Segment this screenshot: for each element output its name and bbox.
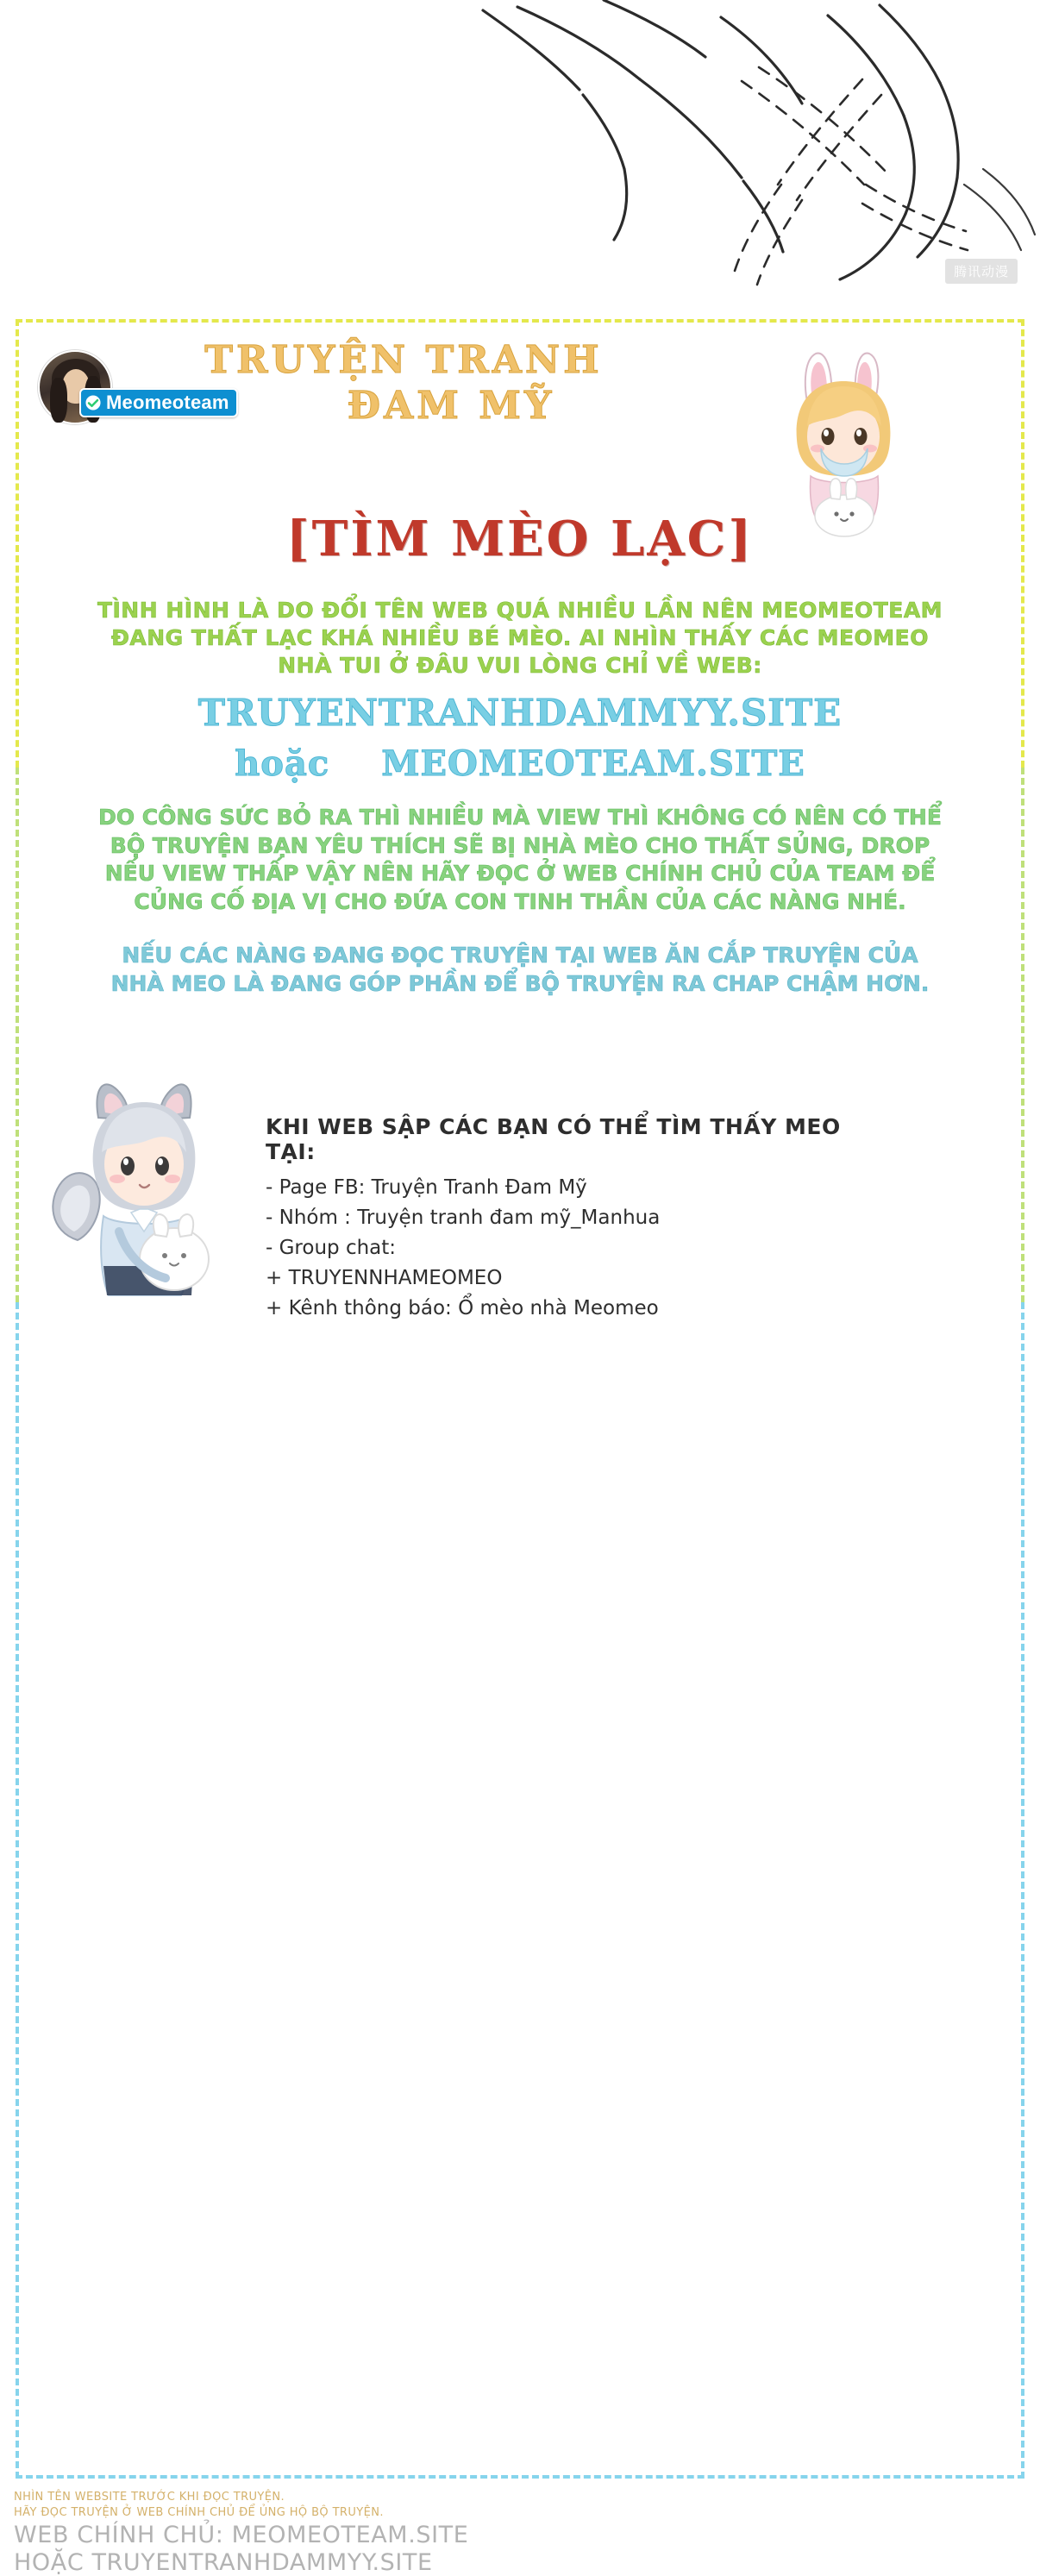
footer-official-site-2: HOẶC TRUYENTRANHDAMMYY.SITE	[14, 2549, 433, 2576]
site-or-label: hoặc	[235, 743, 330, 784]
watermark-text: 腾讯动漫	[945, 259, 1018, 284]
notice-paragraph-1: TÌNH HÌNH LÀ DO ĐỔI TÊN WEB QUÁ NHIỀU LẦN NÊN MEOMEOTEAM ĐANG THẤT LẠC KHÁ NHIỀU BÉ MÈO. AI NHÌN THẤY CÁC MEOMEO NHÀ TUI Ở ĐÂU VUI LÒNG CHỈ VỀ WEB:	[97, 598, 943, 678]
contact-item: + Kênh thông báo: Ổ mèo nhà Meomeo	[266, 1297, 659, 1319]
contact-item: - Nhóm : Truyện tranh đam mỹ_Manhua	[266, 1207, 661, 1229]
contact-item: - Group chat:	[266, 1237, 397, 1259]
notice-paragraph-2: DO CÔNG SỨC BỎ RA THÌ NHIỀU MÀ VIEW THÌ KHÔNG CÓ NÊN CÓ THỂ BỘ TRUYỆN BẠN YÊU THÍCH SẼ BỊ NHÀ MÈO CHO THẤT SỦNG, DROP NẾU VIEW THẤP VẬY NÊN HÃY ĐỌC Ở WEB CHÍNH CHỦ CỦA TEAM ĐỂ CỦNG CỐ ĐỊA VỊ CHO ĐỨA CON TINH THẦN CỦA CÁC NÀNG NHÉ.	[98, 805, 942, 914]
notice-paragraph-3: NẾU CÁC NÀNG ĐANG ĐỌC TRUYỆN TẠI WEB ĂN CẮP TRUYỆN CỦA NHÀ MEO LÀ ĐANG GÓP PHẦN ĐỂ BỘ TRUYỆN RA CHAP CHẬM HƠN.	[110, 943, 930, 996]
notice-card	[7, 312, 1033, 2485]
chibi-girl-illustration	[759, 347, 931, 536]
site-alternate-row	[7, 743, 1033, 784]
footer-note-1: NHÌN TÊN WEBSITE TRƯỚC KHI ĐỌC TRUYỆN.	[14, 2491, 285, 2504]
site-main: TRUYENTRANHDAMMYY.SITE	[197, 692, 843, 734]
notice-title-line2: ĐAM MỸ	[347, 384, 555, 428]
footer-official-site-1: WEB CHÍNH CHỦ: MEOMEOTEAM.SITE	[14, 2522, 469, 2548]
contact-item: - Page FB: Truyện Tranh Đam Mỹ	[266, 1176, 587, 1199]
notice-header	[7, 331, 1033, 530]
comic-illustration-panel	[0, 0, 1040, 304]
contact-heading: KHI WEB SẬP CÁC BẠN CÓ THỂ TÌM THẤY MEO TẠI:	[266, 1114, 841, 1164]
team-badge-label: Meomeoteam	[106, 392, 229, 413]
contact-item: + TRUYENNHAMEOMEO	[266, 1267, 503, 1289]
notice-headline: [TÌM MÈO LẠC]	[286, 511, 754, 567]
contact-info	[266, 1114, 869, 1327]
verified-check-icon	[85, 394, 102, 411]
decorative-frame-bottom	[16, 1302, 1024, 2479]
notice-title	[162, 338, 645, 428]
page-footer	[0, 2489, 1040, 2576]
chibi-boy-illustration	[45, 1062, 243, 1304]
abstract-line-art	[0, 0, 1040, 304]
footer-note-2: HÃY ĐỌC TRUYỆN Ở WEB CHÍNH CHỦ ĐỂ ỦNG HỘ BỘ TRUYỆN.	[14, 2506, 384, 2519]
notice-title-line1: TRUYỆN TRANH	[204, 338, 603, 382]
site-alternate: MEOMEOTEAM.SITE	[381, 743, 805, 784]
